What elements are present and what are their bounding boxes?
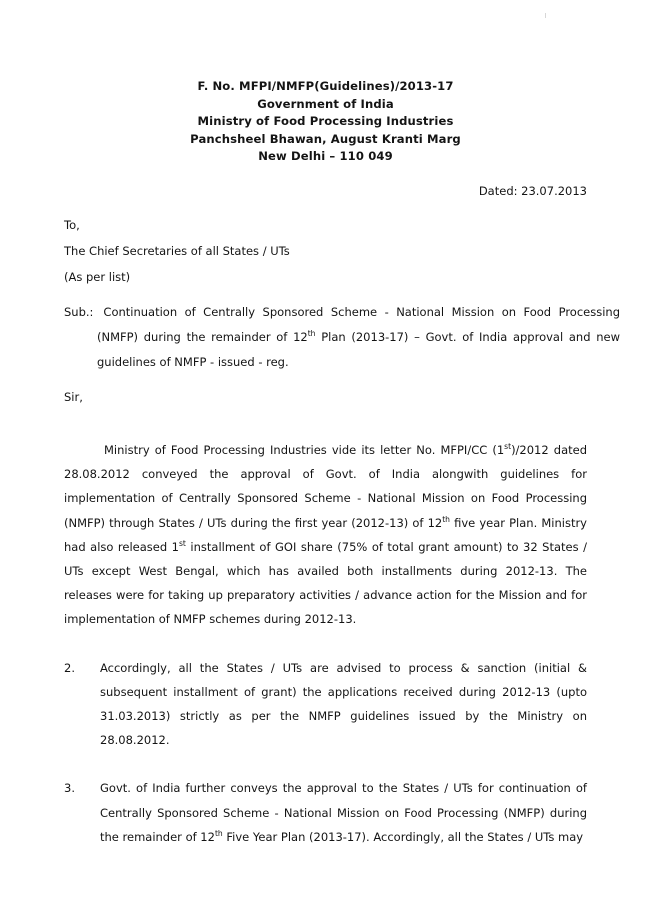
addressee-to: To, xyxy=(64,218,80,232)
paragraph-3-text-1: Govt. of India further conveys the approval to the States / UTs for continuation of Centrally Sponsored Scheme - National Mission on Food Processing (NMFP) during the remainder of 12 xyxy=(100,781,587,844)
paragraph-1-ordinal-2: th xyxy=(442,514,450,524)
subject-ordinal-suffix-1: th xyxy=(307,329,316,339)
letterhead-city-pin: New Delhi – 110 049 xyxy=(258,149,393,164)
addressee-note: (As per list) xyxy=(64,270,131,284)
dateline: Dated: 23.07.2013 xyxy=(478,184,587,198)
letterhead-address: Panchsheel Bhawan, August Kranti Marg xyxy=(190,131,461,146)
scan-artifact-speck xyxy=(545,13,546,18)
letterhead xyxy=(64,78,587,166)
paragraph-1-text-4: installment of GOI share (75% of total grant amount) to 32 States / UTs except West Bengal, which has availed both installments during 2012-13. The releases were for taking up preparatory activities / advance action for the Mission and for implementation of NMFP schemes during 2012-13. xyxy=(64,539,587,627)
paragraph-1-text-2: )/2012 dated 28.08.2012 conveyed the approval of Govt. of India alongwith guidelines for implementation of Centrally Sponsored Scheme - National Mission on Food Processing (NMFP) through States / UTs during the first year (2012-13) of 12 xyxy=(64,443,588,530)
paragraph-1 xyxy=(64,438,587,632)
salutation: Sir, xyxy=(64,390,83,404)
paragraph-3-ordinal-1: th xyxy=(214,829,223,839)
paragraph-2 xyxy=(64,656,587,753)
paragraph-1-text-1: Ministry of Food Processing Industries vide its letter No. MFPI/CC (1 xyxy=(104,443,505,457)
letterhead-ministry: Ministry of Food Processing Industries xyxy=(197,114,454,129)
letterhead-file-number: F. No. MFPI/NMFP(Guidelines)/2013-17 xyxy=(197,79,454,93)
letterhead-government: Government of India xyxy=(257,96,394,111)
paragraph-1-ordinal-1: st xyxy=(504,442,512,452)
paragraph-2-number: 2. xyxy=(64,660,75,675)
paragraph-1-ordinal-3: st xyxy=(178,538,186,548)
paragraph-3 xyxy=(64,776,587,849)
paragraph-1-text-3: five year Plan. Ministry had also released 1 xyxy=(64,515,587,554)
subject-line xyxy=(64,300,620,375)
subject-text-part-1: Continuation of Centrally Sponsored Scheme - National Mission on Food Processing (NMFP) during the remainder of 12 xyxy=(97,305,620,344)
body-block xyxy=(64,438,587,849)
paragraph-2-text: Accordingly, all the States / UTs are advised to process & sanction (initial & subsequent installment of grant) the applications received during 2012-13 (upto 31.03.2013) strictly as per the NMFP guidelines issued by the Ministry on 28.08.2012. xyxy=(100,660,587,748)
paragraph-3-number: 3. xyxy=(64,781,75,796)
addressee-recipient: The Chief Secretaries of all States / UTs xyxy=(64,244,290,258)
paragraph-3-text-2: Five Year Plan (2013-17). Accordingly, all the States / UTs may xyxy=(222,829,584,844)
addressee-block xyxy=(64,212,587,290)
subject-text-part-2: Plan (2013-17) – Govt. of India approval and new guidelines of NMFP - issued - reg. xyxy=(97,330,620,369)
subject-label: Sub.: xyxy=(64,305,94,319)
